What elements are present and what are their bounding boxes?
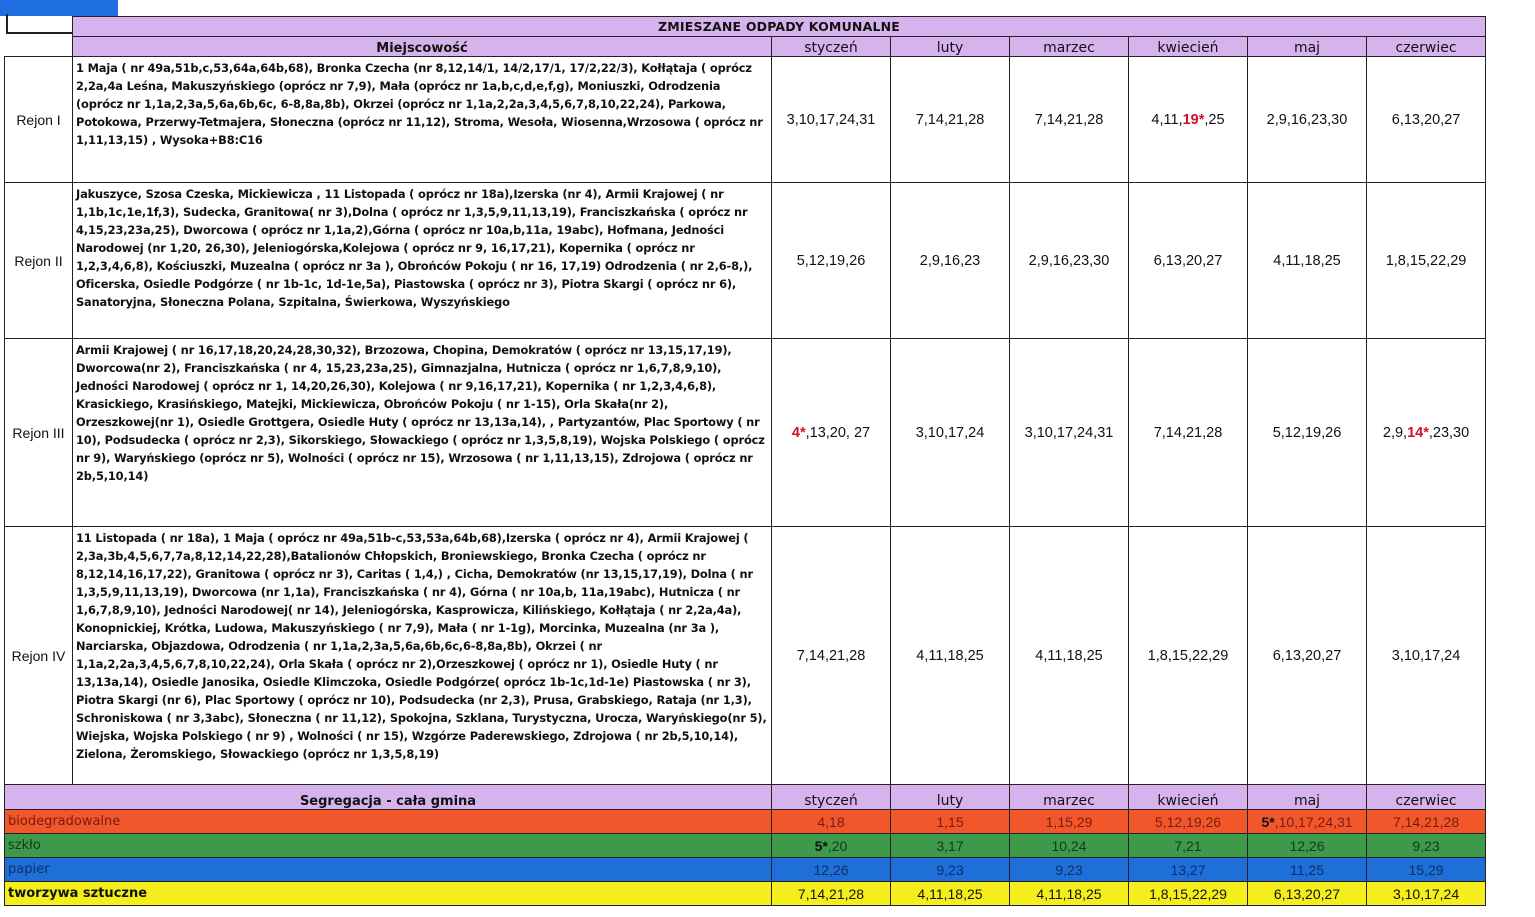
date-value: 1,15,29 [1045, 813, 1093, 830]
collection-dates [1010, 183, 1129, 339]
date-value: 2,9, [1382, 424, 1408, 441]
date-value: 12,26 [813, 861, 849, 878]
rejon-streets: 11 Listopada ( nr 18a), 1 Maja ( oprócz nr 49a,51b-c,53,53a,64b,68),Izerska ( oprócz nr 4), Armii Krajowej ( 2,3a,3b,4,5,6,7,7a,8,12,14,22,28),Batalionów Chłopskich, Broniewskiego, Bronka Czecha ( oprócz nr 8,12,14,16,17,22), Granitowa ( oprócz nr 3), Caritas ( 1,4,) , Cicha, Demokratów (nr 13,15,17,19), Dolna ( nr 1,3,5,9,11,13,19), Dworcowa (nr 1,1a), Franciszkańska ( nr 4), Górna ( nr 10a,b, 11a,19abc), Hutnicza ( nr 1,6,7,8,9,10), Jedności Narodowej( nr 14), Jeleniogórska, Kasprowicza, Kilińskiego, Kołłątaja ( nr 2,2a,4a), Konopnickiej, Krótka, Ludowa, Makuszyńskiego ( nr 7,9), Mała ( nr 1-1g), Morcinka, Muzealna (nr 3a ), Narciarska, Objazdowa, Odrodzenia ( nr 1,1a,2,3a,5,6a,6b,6c,6-8,8a,8b), Okrzei ( nr 1,1a,2,2a,3,4,5,6,7,8,10,22,24), Orla Skała ( oprócz nr 2),Orzeszkowej ( oprócz nr 1), Osiedle Huty ( nr 13,13a,14), Osiedle Janosika, Osiedle Klimczoka, Osiedle Podgórze( oprócz 1b-1c,1d-1e) Piastowska ( nr 3), Piotra Skargi (nr 6), Plac Sportowy ( oprócz nr 10), Podsudecka (nr 2,3), Prusa, Grabskiego, Rataja (nr 1,3), Schroniskowa ( nr 3,3abc), Słoneczna ( nr 11,12), Spokojna, Szklana, Turystyczna, Urocza, Waryńskiego(nr 5), Wiejska, Wojska Polskiego ( nr 9) , Wolności ( nr 15), Wzgórze Paderewskiego, Zdrojowa ( nr 2b,5,10,14), Zielona, Żeromskiego, Słowackiego (oprócz nr 1,3,5,8,19) [73, 527, 772, 785]
special-date-marker: 4* [791, 424, 806, 441]
special-date-marker: 5* [1261, 813, 1275, 830]
collection-dates [1129, 339, 1248, 527]
special-date-marker: 19* [1182, 111, 1205, 128]
date-value: 4,11,18,25 [1273, 252, 1341, 269]
collection-dates [1129, 527, 1248, 785]
date-value: 9,23 [1412, 837, 1440, 854]
date-value: 6,13,20,27 [1273, 885, 1341, 902]
date-value: 1,15 [936, 813, 964, 830]
collection-dates [1010, 527, 1129, 785]
date-value: 9,23 [936, 861, 964, 878]
rejon-row [5, 339, 1486, 527]
date-value: 5,12,19,26 [1272, 424, 1342, 441]
miejscowosc-header: Miejscowość [73, 37, 772, 57]
month-header: luty [891, 785, 1010, 810]
waste-type-label: tworzywa sztuczne [5, 882, 772, 906]
month-header: marzec [1010, 37, 1129, 57]
month-header: luty [891, 37, 1010, 57]
date-value: 7,14,21,28 [1153, 424, 1223, 441]
date-value: 9,23 [1055, 861, 1083, 878]
date-value: 6,13,20,27 [1391, 111, 1461, 128]
biodegradable-row [5, 810, 1486, 834]
collection-dates [1129, 57, 1248, 183]
rejon-name: Rejon III [5, 339, 73, 527]
date-value: 7,14,21,28 [1392, 813, 1460, 830]
date-value: 3,10,17,24,31 [1024, 424, 1114, 441]
collection-dates [1367, 882, 1486, 906]
collection-dates [1010, 882, 1129, 906]
date-value-rest: ,10,17,24,31 [1274, 813, 1353, 830]
collection-dates [1367, 527, 1486, 785]
collection-dates [1248, 527, 1367, 785]
date-value: 3,10,17,24 [1392, 885, 1460, 902]
date-value-rest: ,23,30 [1428, 424, 1470, 441]
collection-dates [1129, 882, 1248, 906]
title-row [5, 17, 1486, 37]
collection-dates [1248, 57, 1367, 183]
date-value: 2,9,16,23 [919, 252, 981, 269]
collection-dates [1367, 183, 1486, 339]
rejon-streets: 1 Maja ( nr 49a,51b,c,53,64a,64b,68), Bronka Czecha (nr 8,12,14/1, 14/2,17/1, 17/2,22/3), Kołłątaja ( oprócz 2,2a,4a Leśna, Makuszyńskiego (oprócz nr 7,9), Mała (oprócz nr 1a,b,c,d,e,f,g), Moniuszki, Odrodzenia (oprócz nr 1,1a,2,3a,5,6a,6b,6c, 6-8,8a,8b), Okrzei (oprócz nr 1,1a,2,2a,3,4,5,6,7,8,10,22,24), Parkowa, Potokowa, Przerwy-Tetmajera, Słoneczna (oprócz nr 11,12), Stroma, Wesoła, Wiosenna,Wrzosowa ( oprócz nr 1,11,13,15) , Wysoka+B8:C16 [73, 57, 772, 183]
collection-dates [772, 527, 891, 785]
date-value: 7,14,21,28 [915, 111, 985, 128]
paper-row [5, 858, 1486, 882]
date-value: 7,21 [1174, 837, 1202, 854]
collection-dates [891, 858, 1010, 882]
special-date-marker: 14* [1407, 424, 1429, 441]
date-value: 4,11, [1151, 111, 1183, 128]
date-value-rest: ,25 [1204, 111, 1225, 128]
waste-type-label: papier [5, 858, 772, 882]
rejon-name: Rejon I [5, 57, 73, 183]
collection-dates [772, 810, 891, 834]
rejon-name: Rejon IV [5, 527, 73, 785]
month-header: czerwiec [1367, 785, 1486, 810]
rejon-row [5, 183, 1486, 339]
date-value-rest: ,13,20, 27 [805, 424, 871, 441]
collection-dates [772, 882, 891, 906]
date-value: 3,17 [936, 837, 964, 854]
rejon-streets: Jakuszyce, Szosa Czeska, Mickiewicza , 11 Listopada ( oprócz nr 18a),Izerska (nr 4), Armii Krajowej ( nr 1,1b,1c,1e,1f,3), Sudecka, Granitowa( nr 3),Dolna ( oprócz nr 1,3,5,9,11,13,19), Franciszkańska ( oprócz nr 4,15,23,23a,25), Dworcowa ( oprócz nr 1,1a,2),Górna ( oprócz nr 10a,b,11a, 19abc), Hofmana, Jedności Narodowej (nr 1,20, 26,30), Jeleniogórska,Kolejowa ( oprócz nr 9, 16,17,21), Kopernika ( oprócz nr 1,2,3,4,6,8), Kościuszki, Muzealna ( oprócz nr 3a ), Obrońców Pokoju ( nr 16, 17,19) Odrodzenia ( nr 2,6-8,), Oficerska, Osiedle Podgórze ( nr 1b-1c, 1d-1e,5a), Piastowska ( oprócz nr 3), Piotra Skargi ( oprócz nr 6), Sanatoryjna, Słoneczna Polana, Szpitalna, Świerkowa, Wyszyńskiego [73, 183, 772, 339]
collection-dates [1367, 57, 1486, 183]
date-value: 7,14,21,28 [796, 647, 866, 664]
date-value: 5,12,19,26 [1154, 813, 1222, 830]
date-value: 2,9,16,23,30 [1266, 111, 1348, 128]
month-header: styczeń [772, 785, 891, 810]
collection-dates [1010, 834, 1129, 858]
month-header: maj [1248, 785, 1367, 810]
waste-type-label: szkło [5, 834, 772, 858]
date-value: 15,29 [1408, 861, 1444, 878]
collection-dates [1010, 57, 1129, 183]
collection-dates [1248, 834, 1367, 858]
special-date-marker: 5* [814, 837, 828, 854]
date-value: 3,10,17,24,31 [786, 111, 876, 128]
month-header: maj [1248, 37, 1367, 57]
collection-dates [891, 882, 1010, 906]
glass-row [5, 834, 1486, 858]
collection-dates [1248, 858, 1367, 882]
date-value: 7,14,21,28 [1034, 111, 1104, 128]
collection-dates [1129, 183, 1248, 339]
collection-dates [772, 57, 891, 183]
collection-dates [772, 339, 891, 527]
collection-dates [891, 339, 1010, 527]
date-value: 4,11,18,25 [1035, 647, 1103, 664]
collection-dates [1248, 882, 1367, 906]
collection-dates [1248, 339, 1367, 527]
collection-dates [1248, 810, 1367, 834]
date-value: 12,26 [1289, 837, 1325, 854]
collection-dates [891, 810, 1010, 834]
month-header-row [5, 37, 1486, 57]
collection-dates [1129, 858, 1248, 882]
month-header: czerwiec [1367, 37, 1486, 57]
waste-type-label: biodegradowalne [5, 810, 772, 834]
segregacja-title: Segregacja - cała gmina [5, 785, 772, 810]
collection-dates [1010, 810, 1129, 834]
date-value: 11,25 [1290, 861, 1324, 878]
date-value: 4,11,18,25 [917, 885, 983, 902]
collection-dates [772, 858, 891, 882]
collection-dates [891, 183, 1010, 339]
empty-cell [5, 37, 73, 57]
date-value: 1,8,15,22,29 [1149, 885, 1227, 902]
date-value: 1,8,15,22,29 [1385, 252, 1467, 269]
date-value: 6,13,20,27 [1272, 647, 1342, 664]
date-value: 13,27 [1170, 861, 1206, 878]
date-value: 3,10,17,24 [915, 424, 985, 441]
rejon-row [5, 527, 1486, 785]
date-value-rest: ,20 [827, 837, 848, 854]
plastic-row [5, 882, 1486, 906]
collection-dates [891, 57, 1010, 183]
month-header: marzec [1010, 785, 1129, 810]
month-header: styczeń [772, 37, 891, 57]
date-value: 7,14,21,28 [797, 885, 865, 902]
collection-dates [1367, 834, 1486, 858]
collection-dates [1248, 183, 1367, 339]
empty-corner [5, 17, 73, 37]
collection-dates [891, 527, 1010, 785]
collection-dates [891, 834, 1010, 858]
date-value: 1,8,15,22,29 [1147, 647, 1229, 664]
collection-dates [1367, 810, 1486, 834]
date-value: 4,18 [817, 813, 845, 830]
table-title: ZMIESZANE ODPADY KOMUNALNE [73, 17, 1486, 37]
collection-dates [1010, 339, 1129, 527]
date-value: 2,9,16,23,30 [1028, 252, 1110, 269]
date-value: 10,24 [1051, 837, 1087, 854]
collection-dates [1129, 834, 1248, 858]
schedule-table [4, 16, 1486, 906]
month-header: kwiecień [1129, 785, 1248, 810]
segregacja-header-row [5, 785, 1486, 810]
rejon-name: Rejon II [5, 183, 73, 339]
collection-dates [1367, 339, 1486, 527]
collection-dates [772, 183, 891, 339]
collection-dates [1010, 858, 1129, 882]
collection-dates [1367, 858, 1486, 882]
month-header: kwiecień [1129, 37, 1248, 57]
date-value: 4,11,18,25 [1036, 885, 1102, 902]
collection-dates [772, 834, 891, 858]
date-value: 5,12,19,26 [796, 252, 866, 269]
rejon-streets: Armii Krajowej ( nr 16,17,18,20,24,28,30,32), Brzozowa, Chopina, Demokratów ( oprócz nr 13,15,17,19), Dworcowa(nr 2), Franciszkańska ( nr 4, 15,23,23a,25), Gimnazjalna, Hutnicza ( oprócz nr 1,6,7,8,9,10), Jedności Narodowej ( oprócz nr 1, 14,20,26,30), Kolejowa ( nr 9,16,17,21), Kopernika ( nr 1,2,3,4,6,8), Krasickiego, Krasińskiego, Matejki, Mickiewicza, Obrońców Pokoju ( nr 1-15), Orla Skała(nr 2), Orzeszkowej(nr 1), Osiedle Grottgera, Osiedle Huty ( oprócz nr 13,13a,14), , Partyzantów, Plac Sportowy ( nr 10), Podsudecka ( oprócz nr 2,3), Sikorskiego, Słowackiego ( oprócz nr 1,3,5,8,19), Wojska Polskiego ( oprócz nr 9), Waryńskiego (oprócz nr 5), Wolności ( oprócz nr 15), Wrzosowa ( nr 1,11,13,15), Zdrojowa ( oprócz nr 2b,5,10,14) [73, 339, 772, 527]
rejon-row [5, 57, 1486, 183]
date-value: 3,10,17,24 [1391, 647, 1461, 664]
date-value: 4,11,18,25 [916, 647, 984, 664]
collection-dates [1129, 810, 1248, 834]
date-value: 6,13,20,27 [1153, 252, 1223, 269]
